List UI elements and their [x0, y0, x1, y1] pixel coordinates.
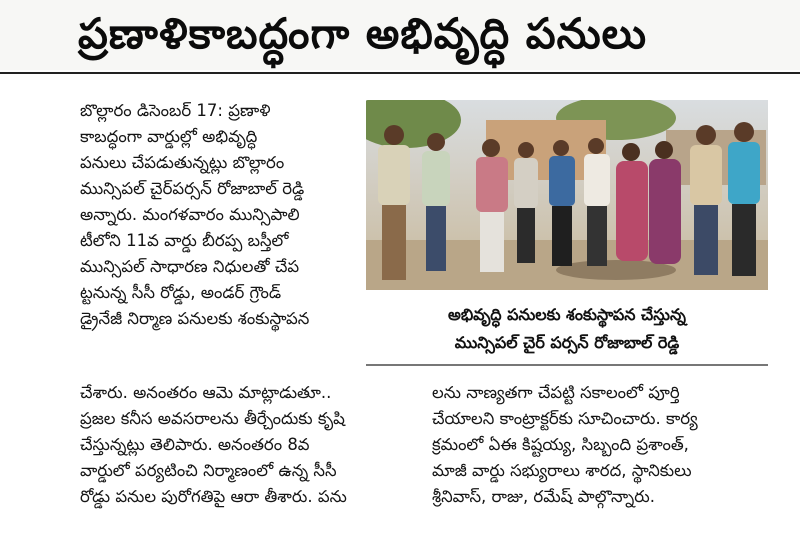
headline-banner [0, 0, 800, 70]
body-line: రోడ్డు పనుల పురోగతిపై ఆరా తీశారు. పను [80, 487, 347, 506]
body-line: బొల్లారం డిసెంబర్ 17: ప్రణాళి [80, 101, 271, 120]
caption-line-1: అభివృద్ధి పనులకు శంకుస్థాపన చేస్తున్న [448, 305, 686, 324]
news-photo [366, 100, 768, 290]
body-line: పనులు చేపడుతున్నట్లు బొల్లారం [80, 153, 285, 172]
body-line: చేస్తున్నట్లు తెలిపారు. అనంతరం 8వ [80, 435, 310, 454]
body-line: ట్టనున్న సీసీ రోడ్డు, అండర్ గ్రౌండ్ [80, 283, 282, 302]
body-line: టీలోని 11వ వార్డు బీరప్ప బస్తీలో [80, 231, 289, 250]
body-line: లను నాణ్యతగా చేపట్టి సకాలంలో పూర్తి [432, 383, 680, 402]
body-line: వార్డులో పర్యటించి నిర్మాణంలో ఉన్న సీసీ [80, 461, 337, 480]
body-line: చేయాలని కాంట్రాక్టర్‌కు సూచించారు. కార్య [432, 409, 698, 428]
photo-caption [366, 292, 768, 366]
body-line: మున్సిపల్ చైర్‌పర్సన్ రోజాబాల్ రెడ్డి [80, 179, 305, 198]
body-line: చేశారు. అనంతరం ఆమె మాట్లాడుతూ.. [80, 383, 332, 402]
body-line: క్రమంలో ఏఈ కిష్టయ్య, సిబ్బంది ప్రశాంత్, [432, 435, 689, 454]
body-line: మున్సిపల్ సాధారణ నిధులతో చేప [80, 257, 300, 276]
headline: ప్రణాళికాబద్ధంగా అభివృద్ధి పనులు [78, 9, 647, 58]
body-line: ప్రజల కనీస అవసరాలను తీర్చేందుకు కృషి [80, 409, 345, 428]
group-photo-icon [366, 100, 768, 290]
body-line: మాజీ వార్డు సభ్యురాలు శారద, స్థానికులు [432, 461, 692, 480]
body-line: అన్నారు. మంగళవారం మున్సిపాలి [80, 205, 300, 224]
body-line: కాబద్ధంగా వార్డుల్లో అభివృద్ధి [80, 127, 258, 146]
body-line: డ్రైనేజీ నిర్మాణ పనులకు శంకుస్థాపన [80, 309, 310, 328]
caption-line-2: మున్సిపల్ చైర్ పర్సన్ రోజాబాల్ రెడ్డి [454, 333, 680, 352]
headline-rule [0, 72, 800, 74]
body-line: శ్రీనివాస్, రాజు, రమేష్ పాల్గొన్నారు. [432, 487, 655, 506]
